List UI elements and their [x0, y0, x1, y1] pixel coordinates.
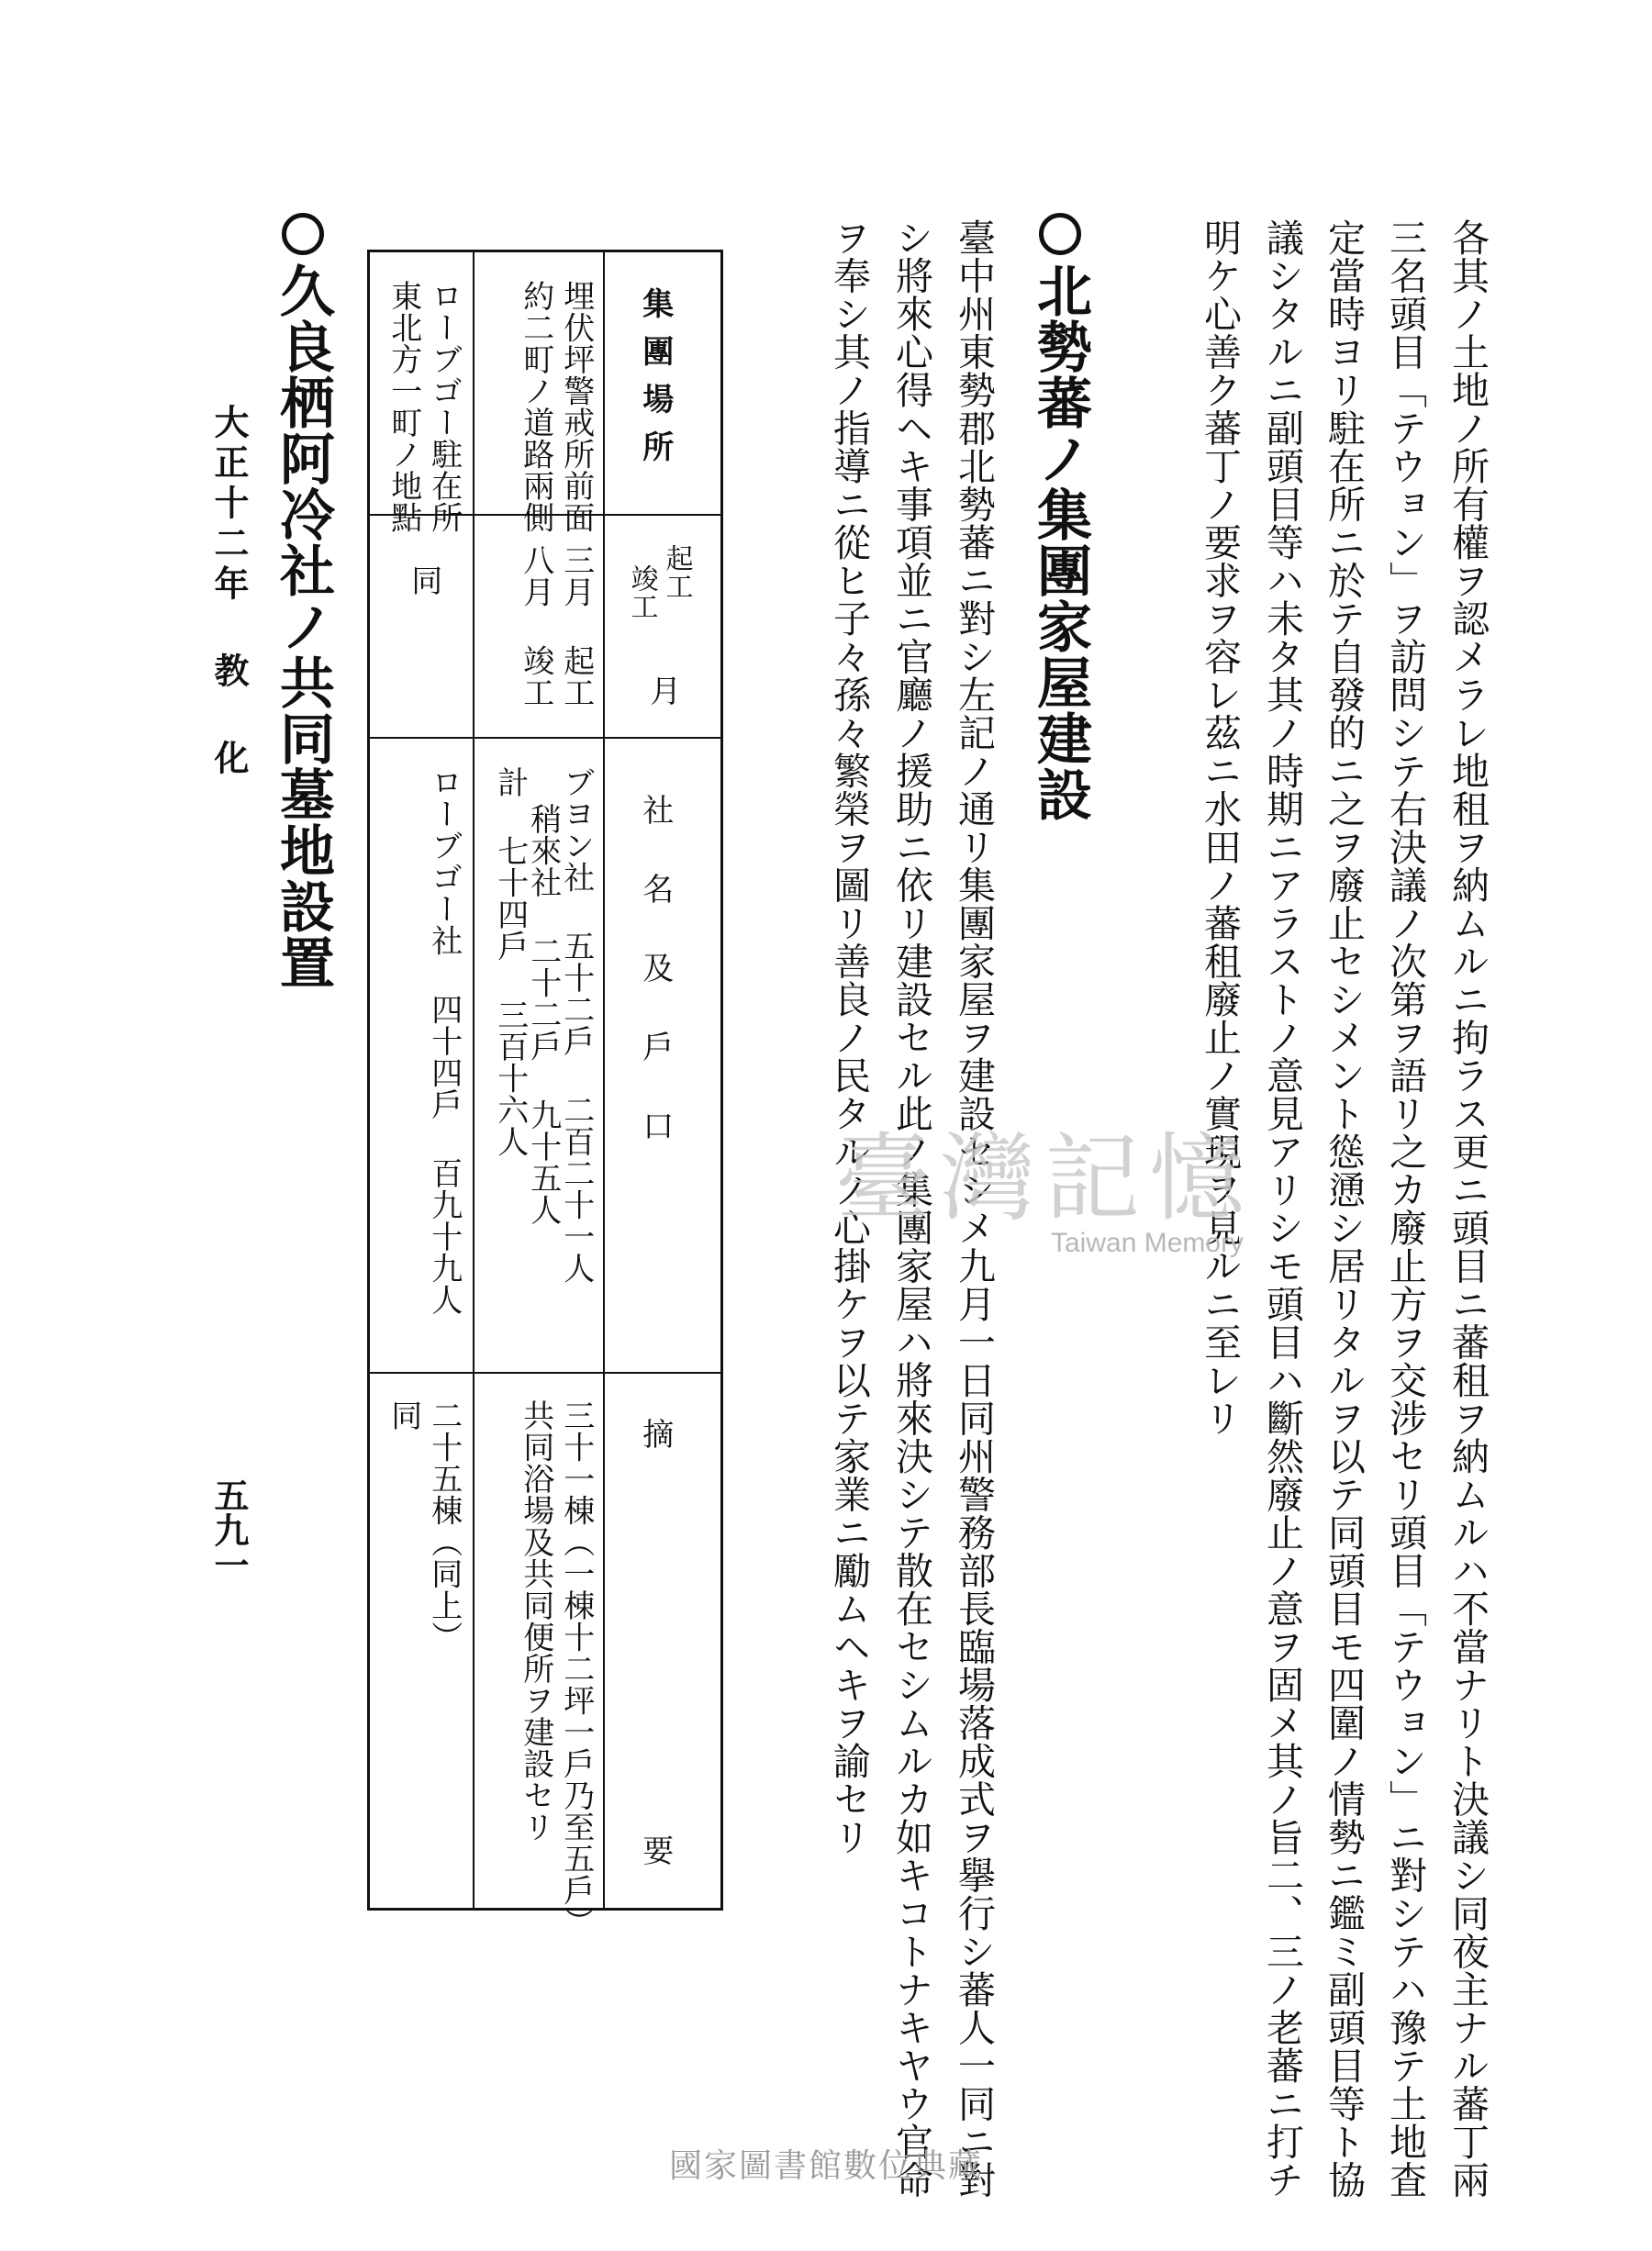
watermark-logo: 臺灣記憶 — [835, 1122, 1255, 1234]
row1-place-line2: 約二町ノ道路兩側 — [517, 280, 554, 533]
row1-period-line1: 三月 起工 — [557, 544, 595, 708]
row1-names-line1: ブヨン社 五十二戶 二百二十一人 — [557, 766, 595, 1284]
section-heading-text: 久良栖阿冷社ノ共同墓地設置 — [271, 262, 335, 990]
row2-period-line1: 同 — [405, 564, 442, 596]
body-line-6: 臺中州東勢郡北勢蕃ニ對シ左記ノ通リ集團家屋ヲ建設セシメ九月一日同州警務部長臨場落成式ヲ擧行シ蕃人一同ニ對 — [952, 218, 996, 2199]
row1-notes-line1: 三十一棟（一棟十二坪一戶乃至五戶） — [557, 1399, 595, 1938]
body-line-2: 三名頭目「テウョン」ヲ訪問シテ右決議ノ次第ヲ語リ之カ廢止方ヲ交涉セリ頭目「テウョン」ニ對シテハ豫テ土地査 — [1383, 218, 1427, 2199]
table-divider — [370, 1372, 720, 1374]
running-header: 大正十二年 教 化 — [208, 404, 250, 780]
row1-place-line1: 埋伏坪警戒所前面 — [557, 280, 595, 533]
watermark-subtitle: Taiwan Memory — [1051, 1228, 1245, 1258]
header-notes: 摘要 — [636, 1418, 674, 2251]
table-divider — [473, 252, 474, 1908]
circle-mark-icon — [282, 213, 324, 255]
footer-credit: 國家圖書館數位典藏 — [668, 2147, 983, 2185]
body-line-1: 各其ノ土地ノ所有權ヲ認メラレ地租ヲ納ムルニ拘ラス更ニ頭目ニ蕃租ヲ納ムルハ不當ナリト決議シ同夜主ナル蕃丁兩 — [1446, 218, 1490, 2199]
row1-period-line2: 八月 竣工 — [517, 544, 554, 708]
row1-names-line2: 稍來社 二十二戶 九十五人 — [524, 803, 562, 1226]
row2-place-line1: ローブゴー駐在所 — [425, 280, 463, 533]
row1-notes-line2: 共同浴場及共同便所ヲ建設セリ — [517, 1399, 554, 1843]
section-heading-north — [1028, 213, 1092, 822]
row1-names-line3: 計 七十四戶 三百十六人 — [491, 766, 529, 1157]
header-period-top: 起工 — [660, 544, 693, 600]
header-period-suffix: 月 — [643, 674, 681, 707]
table-divider — [370, 737, 720, 739]
body-line-4: 議シタルニ副頭目等ハ未タ其ノ時期ニアラストノ意見アリシモ頭目ハ斷然廢止ノ意ヲ固メ其ノ旨二、三ノ老蕃ニ打チ — [1260, 218, 1304, 2199]
header-names: 社名及戶口 — [636, 794, 674, 1188]
body-line-3: 定當時ヨリ駐在所ニ於テ自發的ニ之ヲ廢止セシメント慫慂シ居リタルヲ以テ同頭目モ四圍ノ情勢ニ鑑ミ副頭目等ト協 — [1322, 218, 1366, 2199]
row2-place-line2: 東北方一町ノ地點 — [385, 280, 422, 533]
table-divider — [603, 252, 605, 1908]
header-period-bottom: 竣工 — [625, 564, 658, 620]
header-place: 集團場所 — [636, 287, 674, 478]
section-heading-text: 北勢蕃ノ集團家屋建設 — [1028, 262, 1092, 822]
community-housing-table — [367, 250, 723, 2251]
section-heading-cemetery — [271, 213, 335, 990]
body-line-5: 明ケ心善ク蕃丁ノ要求ヲ容レ茲ニ水田ノ蕃租廢止ノ實現ヲ見ルニ至レリ — [1198, 218, 1242, 1437]
body-line-7: シ將來心得ヘキ事項並ニ官廳ノ援助ニ依リ建設セル此ノ集團家屋ハ將來決シテ散在セシムルカ如キコトナキヤウ官命 — [889, 218, 933, 2199]
row2-names-line1: ローブゴー社 四十四戶 百九十九人 — [425, 766, 463, 1316]
body-line-8: ヲ奉シ其ノ指導ニ從ヒ子々孫々繁榮ヲ圖リ善良ノ民タルノ心掛ケヲ以テ家業ニ勵ムヘキヲ諭セリ — [827, 218, 871, 1856]
page-number: 五九一 — [208, 1477, 250, 1582]
row2-notes-line2: 同 — [385, 1399, 422, 1432]
circle-mark-icon — [1039, 213, 1081, 255]
row2-notes-line1: 二十五棟（同上） — [425, 1399, 463, 1653]
